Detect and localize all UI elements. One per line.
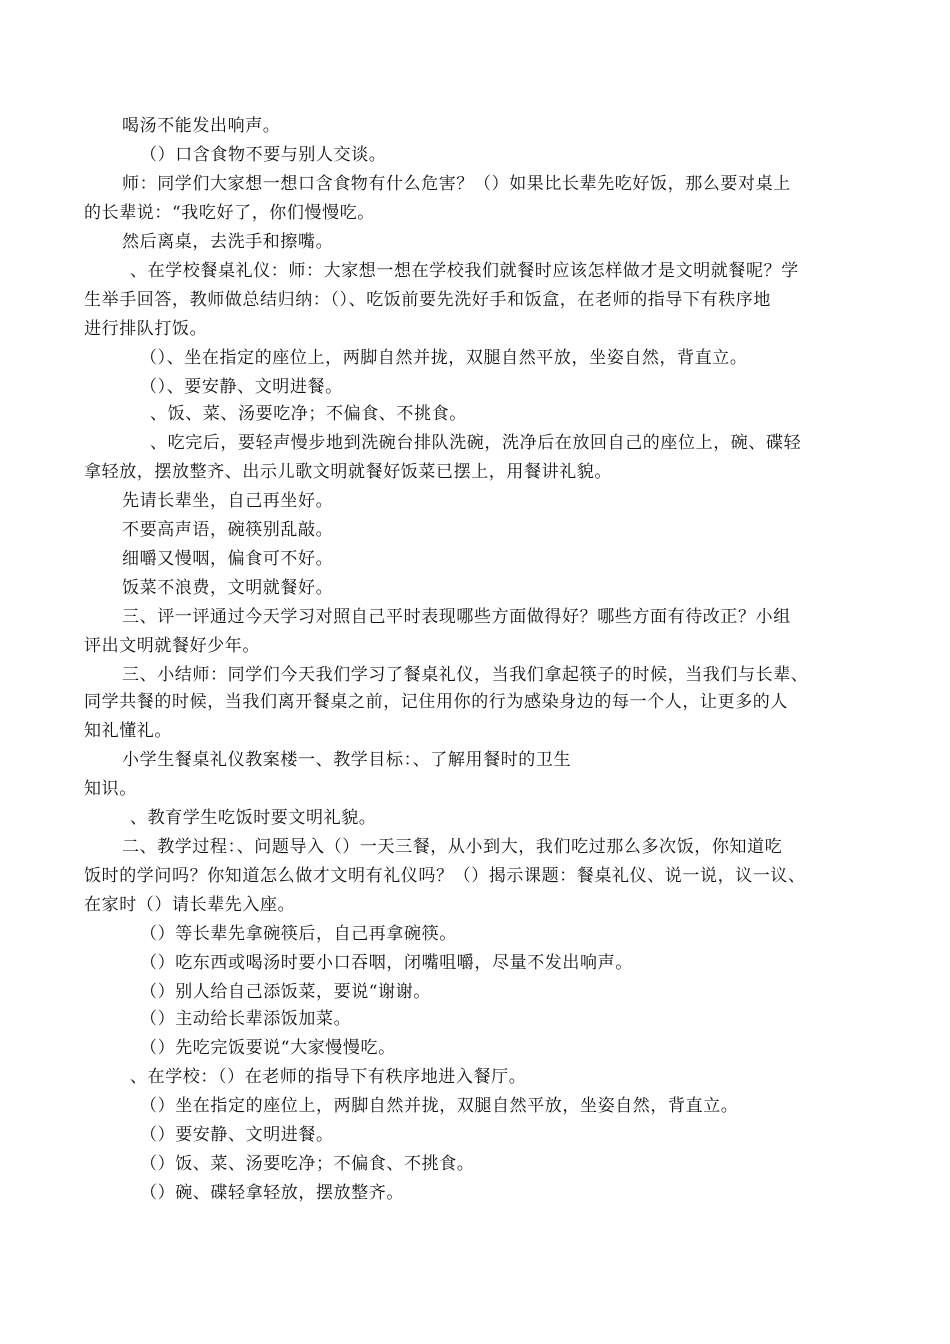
text-line: 进行排队打饭。	[84, 319, 208, 339]
text-line: 、吃完后，要轻声慢步地到洗碗台排队洗碗，洗净后在放回自己的座位上，碗、碟轻	[150, 433, 802, 453]
text-line: （）、要安静、文明进餐。	[140, 377, 343, 397]
text-line: 饭时的学问吗？你知道怎么做才文明有礼仪吗？（）揭示课题：餐桌礼仪、说一说，议一议、	[84, 866, 806, 886]
text-line: 师：同学们大家想一想口含食物有什么危害？（）如果比长辈先吃好饭，那么要对桌上	[122, 174, 791, 194]
text-line: （）别人给自己添饭菜，要说“谢谢。	[140, 982, 431, 1002]
text-line: 、在学校餐桌礼仪：师：大家想一想在学校我们就餐时应该怎样做才是文明就餐呢？学	[130, 261, 799, 281]
text-line: 生举手回答，教师做总结归纳：（）、吃饭前要先洗好手和饭盒，在老师的指导下有秩序地	[84, 290, 771, 310]
text-line: 饭菜不浪费，文明就餐好。	[122, 578, 334, 598]
text-line: 、饭、菜、汤要吃净；不偏食、不挑食。	[150, 404, 467, 424]
text-line: （）口含食物不要与别人交谈。	[140, 145, 387, 165]
text-line: 知识。	[84, 779, 137, 799]
text-line: 然后离桌，去洗手和擦嘴。	[122, 232, 334, 252]
text-line: （）坐在指定的座位上，两脚自然并拢，双腿自然平放，坐姿自然，背直立。	[140, 1096, 739, 1116]
text-line: 二、教学过程：、问题导入（）一天三餐，从小到大，我们吃过那么多次饭，你知道吃	[122, 837, 783, 857]
text-line: 、教育学生吃饭时要文明礼貌。	[130, 808, 377, 828]
text-line: 、在学校：（）在老师的指导下有秩序地进入餐厅。	[130, 1067, 527, 1087]
text-line: （）吃东西或喝汤时要小口吞咽，闭嘴咀嚼，尽量不发出响声。	[140, 953, 633, 973]
text-line: 喝汤不能发出响声。	[122, 116, 281, 136]
text-line: （）碗、碟轻拿轻放，摆放整齐。	[140, 1183, 404, 1203]
text-line: 知礼懂礼。	[84, 721, 172, 741]
text-line: 不要高声语，碗筷别乱敲。	[122, 520, 334, 540]
text-line: 三、评一评通过今天学习对照自己平时表现哪些方面做得好？哪些方面有待改正？小组	[122, 607, 791, 627]
text-line: （）主动给长辈添饭加菜。	[140, 1009, 352, 1029]
text-line: 在家时（）请长辈先入座。	[84, 895, 296, 915]
text-line: （）先吃完饭要说“大家慢慢吃。	[140, 1038, 396, 1058]
text-line: （）饭、菜、汤要吃净；不偏食、不挑食。	[140, 1154, 475, 1174]
text-line: 先请长辈坐，自己再坐好。	[122, 491, 334, 511]
text-line: 同学共餐的时候，当我们离开餐桌之前，记住用你的行为感染身边的每一个人，让更多的人	[84, 692, 788, 712]
text-line: 细嚼又慢咽，偏食可不好。	[122, 549, 334, 569]
text-line: 拿轻放，摆放整齐、出示儿歌文明就餐好饭菜已摆上，用餐讲礼貌。	[84, 462, 612, 482]
text-line: （）要安静、文明进餐。	[140, 1125, 334, 1145]
text-line: 的长辈说：“我吃好了，你们慢慢吃。	[84, 203, 375, 223]
text-line: 三、小结师：同学们今天我们学习了餐桌礼仪，当我们拿起筷子的时候，当我们与长辈、	[122, 665, 809, 685]
text-line: （）等长辈先拿碗筷后，自己再拿碗筷。	[140, 924, 457, 944]
text-line: （）、坐在指定的座位上，两脚自然并拢，双腿自然平放，坐姿自然，背直立。	[140, 348, 748, 368]
text-line: 小学生餐桌礼仪教案楼一、教学目标：、了解用餐时的卫生	[122, 750, 572, 770]
text-line: 评出文明就餐好少年。	[84, 636, 260, 656]
